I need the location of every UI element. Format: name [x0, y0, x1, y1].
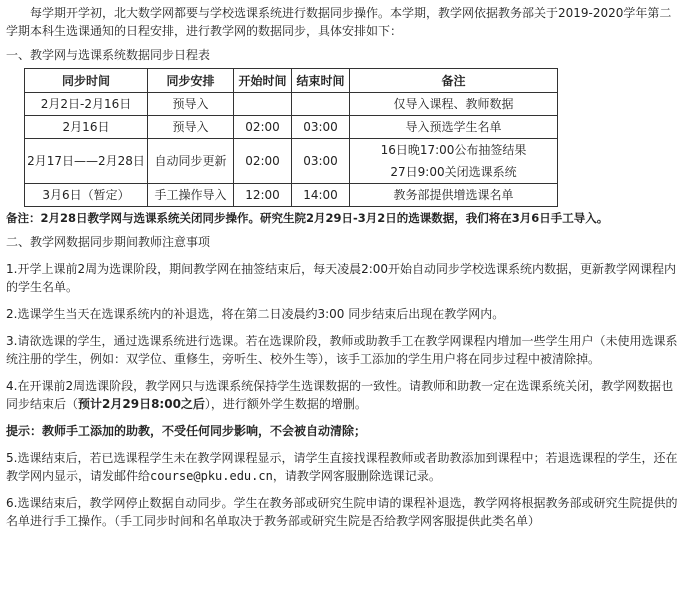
- header-cell: 同步安排: [148, 69, 234, 93]
- table-header-row: [25, 69, 558, 93]
- start-cell: 02:00: [234, 116, 292, 139]
- period-cell: 3月6日（暂定）: [25, 184, 148, 207]
- section-2-title: 二、教学网数据同步期间教师注意事项: [6, 235, 211, 249]
- schedule-table: [24, 68, 558, 207]
- notice-item-2: 2.选课学生当天在选课系统内的补退选，将在第二日凌晨约3:00 同步结束后出现在教学网内。: [6, 307, 505, 321]
- item-4-deadline: 预计2月29日8:00之后: [78, 397, 205, 411]
- action-cell: 手工操作导入: [148, 184, 234, 207]
- table-row: [25, 139, 558, 184]
- header-cell: 备注: [350, 69, 558, 93]
- notice-item-4: [0, 377, 687, 413]
- table-row: [25, 93, 558, 116]
- notice-item-3: 3.请欲选课的学生，通过选课系统进行选课。若在选课阶段，教师或助教手工在教学网课程内增加一些学生用户（未使用选课系统注册的学生，例如：双学位、重修生，旁听生、校外生等），该手工添加的学生用户将在同步过程中被清除掉。: [6, 334, 678, 366]
- item-5-text-a: 5.选课结束后，若已选课程学生未在教学网课程显示，请学生直接找课程教师或者助教添加到课程中；若退选课程的学生，还在教学网内显示，请发邮件给: [6, 451, 678, 483]
- intro-paragraph: 每学期开学初，北大数学网都要与学校选课系统进行数据同步操作。本学期，教学网依据教务部关于2019-2020学年第二学期本科生选课通知的日程安排，进行教学网的数据同步，具体安排如下：: [6, 6, 672, 38]
- action-cell: 自动同步更新: [148, 139, 234, 184]
- end-cell: 03:00: [292, 139, 350, 184]
- remarks-cell: 仅导入课程、教师数据: [350, 93, 558, 116]
- table-row: [25, 116, 558, 139]
- period-cell: 2月2日-2月16日: [25, 93, 148, 116]
- remark-line: 16日晚17:00公布抽签结果: [380, 143, 527, 157]
- remarks-cell: [350, 139, 558, 184]
- table-row: [25, 184, 558, 207]
- start-cell: 12:00: [234, 184, 292, 207]
- remarks-cell: 导入预选学生名单: [350, 116, 558, 139]
- header-cell: 同步时间: [25, 69, 148, 93]
- period-cell: 2月17日——2月28日: [25, 139, 148, 184]
- end-cell: 03:00: [292, 116, 350, 139]
- hint-text: 提示：教师手工添加的助教，不受任何同步影响，不会被自动清除；: [6, 424, 367, 438]
- period-cell: 2月16日: [25, 116, 148, 139]
- remarks-cell: 教务部提供增选课名单: [350, 184, 558, 207]
- action-cell: 预导入: [148, 93, 234, 116]
- item-4-text-c: ），进行额外学生数据的增删。: [204, 397, 367, 411]
- header-cell: 开始时间: [234, 69, 292, 93]
- header-cell: 结束时间: [292, 69, 350, 93]
- notice-item-1: 1.开学上课前2周为选课阶段，期间教学网在抽签结束后，每天凌晨2:00开始自动同步学校选课系统内数据，更新教学网课程内的学生名单。: [6, 262, 677, 294]
- start-cell: [234, 93, 292, 116]
- table-note: 备注：2月28日教学网与选课系统关闭同步操作。研究生院2月29日-3月2日的选课数据，我们将在3月6日手工导入。: [6, 211, 609, 225]
- notice-item-5: [0, 449, 687, 485]
- end-cell: [292, 93, 350, 116]
- item-5-text-b: ，请教学网客服删除选课记录。: [272, 469, 441, 483]
- notice-item-6: 6.选课结束后，教学网停止数据自动同步。学生在教务部或研究生院申请的课程补退选，教学网将根据教务部或研究生院提供的名单进行手工操作。（手工同步时间和名单取决于教务部或研究生院是否给教学网客服提供此类名单）: [6, 496, 678, 528]
- end-cell: 14:00: [292, 184, 350, 207]
- action-cell: 预导入: [148, 116, 234, 139]
- item-4-text-a: 4.在开课前2周选课阶段，教学网只与选课系统保持学生选课数据的一致性。请教师和助教一定在选课系统关闭，教学网数据也同步结束后（: [6, 379, 674, 411]
- section-1-title: 一、教学网与选课系统数据同步日程表: [6, 48, 211, 62]
- support-email-link[interactable]: course@pku.edu.cn: [150, 469, 273, 483]
- start-cell: 02:00: [234, 139, 292, 184]
- remark-line: 27日9:00关闭选课系统: [390, 165, 517, 179]
